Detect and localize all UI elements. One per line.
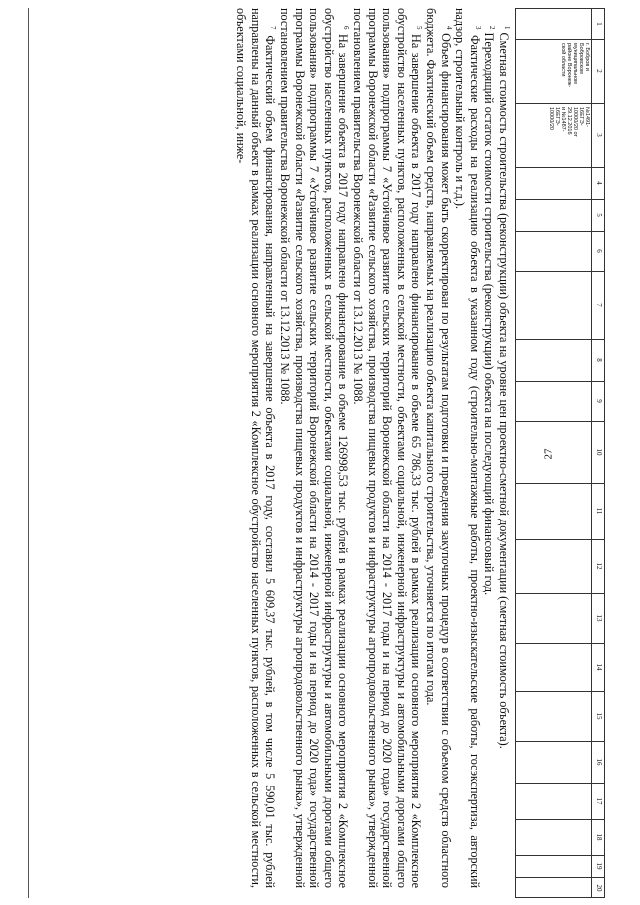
table-column-divider [516, 855, 604, 856]
rotated-page-content [85, 8, 605, 898]
table-column-divider [516, 691, 604, 692]
table-header-number: 14 [595, 663, 603, 671]
footnote-mark: 4 [444, 26, 453, 30]
footnote-text: Переходящий остаток стоимости строительства (реконструкции) объекта на последующий финансовый год. [482, 29, 497, 596]
table-column-divider [516, 593, 604, 594]
table-column-divider [516, 39, 604, 40]
table-header-number: 9 [595, 399, 603, 403]
table-column-divider [516, 271, 604, 272]
table-column-divider [516, 783, 604, 784]
footnote-mark: 5 [415, 26, 424, 30]
table-header-number: 10 [595, 448, 603, 456]
table-column-divider [516, 381, 604, 382]
table-column-divider [516, 199, 604, 200]
footnote-text: Фактический объем финансирования, направленный на завершение объекта в 2017 году, составил 5 609,37 тыс. рублей, в том числе 5 590,01 тыс. рублей направлены на данный объект в рамках реализации основного мероприятия 2 «Комплексное обустройство населенных пунктов, расположенных в сельской местности, объектами социальной, инже- [234, 8, 278, 888]
table-header-number: 7 [595, 303, 603, 307]
footnote-mark: 3 [473, 26, 482, 30]
table-column-divider [516, 231, 604, 232]
table-column-divider [516, 819, 604, 820]
footnote [423, 8, 452, 888]
table-header-number: 17 [595, 797, 603, 805]
table-column-divider [516, 339, 604, 340]
table-column-divider [516, 539, 604, 540]
table-header-number: 18 [595, 833, 603, 841]
table-column-divider [516, 741, 604, 742]
table-header-number: 20 [595, 884, 603, 892]
table-header-number: 2 [595, 69, 603, 73]
footnote [453, 8, 482, 888]
table-column-divider [516, 167, 604, 168]
footnote-text: На завершение объекта в 2017 году направлено финансирование в объеме 65 786,33 тыс. рублей в рамках реализации основного мероприятия 2 «Комплексное обустройство населенных пунктов, расположенных в сельской местности, объектами социальной, инженерной инфраструктуры и автомобильными дорогами общего пользования» подпрограммы 7 «Устойчивое развитие сельских территорий Воронежской области на 2014 - 2017 годы и на период до 2020 года» государственной программы Воронежской области «Развитие сельского хозяйства, производства пищевых продуктов и инфраструктуры агропродовольственного рынка», утвержденной постановлением правительства Воронежской области от 13.12.2013 № 1088. [351, 8, 424, 888]
page-number: 27 [542, 448, 555, 460]
table-header-number: 19 [595, 862, 603, 870]
table-header-number: 4 [595, 181, 603, 185]
table-column-divider [516, 483, 604, 484]
footnote [496, 8, 511, 888]
table-header-number: 6 [595, 249, 603, 253]
footnote-text: Объем финансирования может быть скорректирован по результатам подготовки и проведения закупочных процедур в соответствии с объемом средств областного бюджета. Фактический объем средств, направляемых на реализацию объекта капитального строительства, уточняется по итогам года. [424, 8, 453, 888]
footnote-mark: 1 [503, 26, 512, 30]
footnote [234, 8, 278, 888]
table-header-number: 8 [595, 358, 603, 362]
footnote [482, 8, 497, 888]
table-header-number: 1 [595, 22, 603, 26]
table-header-number: 5 [595, 213, 603, 217]
table-header-number: 3 [595, 133, 603, 137]
footnote-mark: 2 [488, 26, 497, 30]
table-header-number: 13 [595, 614, 603, 622]
table-header-number: 12 [595, 562, 603, 570]
footnotes [234, 8, 511, 888]
footnote-mark: 6 [342, 26, 351, 30]
table-cell-document: №1491- 16ЕГЭ- 10000/20 от 29.12.2016 и №1487- 16ЕГЭ- 10000/20 [548, 107, 590, 137]
table-column-divider [516, 103, 604, 104]
table-header-number: 16 [595, 758, 603, 766]
footnote [278, 8, 351, 888]
footnote-text: Сметная стоимость строительства (реконструкции) объекта на уровне цен проектно-сметной документации (сметная стоимость объекта). [497, 29, 511, 749]
footnote-text: Фактические расходы на реализацию объекта в указанном году (строительно-монтажные работы, проектно-изыскательские работы, госэкспертиза, авторский надзор, строительный контроль и т.д.). [453, 8, 482, 888]
table-column-divider [516, 643, 604, 644]
footnote [350, 8, 423, 888]
table-header-number: 11 [595, 507, 603, 515]
table-header-number: 15 [595, 712, 603, 720]
footnote-mark: 7 [269, 26, 278, 30]
table-column-divider [516, 421, 604, 422]
continuation-table [515, 8, 605, 898]
table-column-divider [516, 877, 604, 878]
table-cell-location: г. Бобров и Бобровском муниципальном районе Воронеж- ской области [560, 43, 590, 88]
footnote-text: На завершение объекта в 2017 году направлено финансирование в объеме 126998,53 тыс. рублей в рамках реализации основного мероприятия 2 «Комплексное обустройство населенных пунктов, расположенных в сельской местности, объектами социальной, инженерной инфраструктуры и автомобильными дорогами общего пользования» подпрограммы 7 «Устойчивое развитие сельских территорий Воронежской области на 2014 - 2017 годы и на период до 2020 года» государственной программы Воронежской области «Развитие сельского хозяйства, производства пищевых продуктов и инфраструктуры агропродовольственного рынка», утвержденной постановлением правительства Воронежской области от 13.12.2013 № 1088. [278, 8, 351, 888]
page-bottom-rule [28, 8, 29, 898]
